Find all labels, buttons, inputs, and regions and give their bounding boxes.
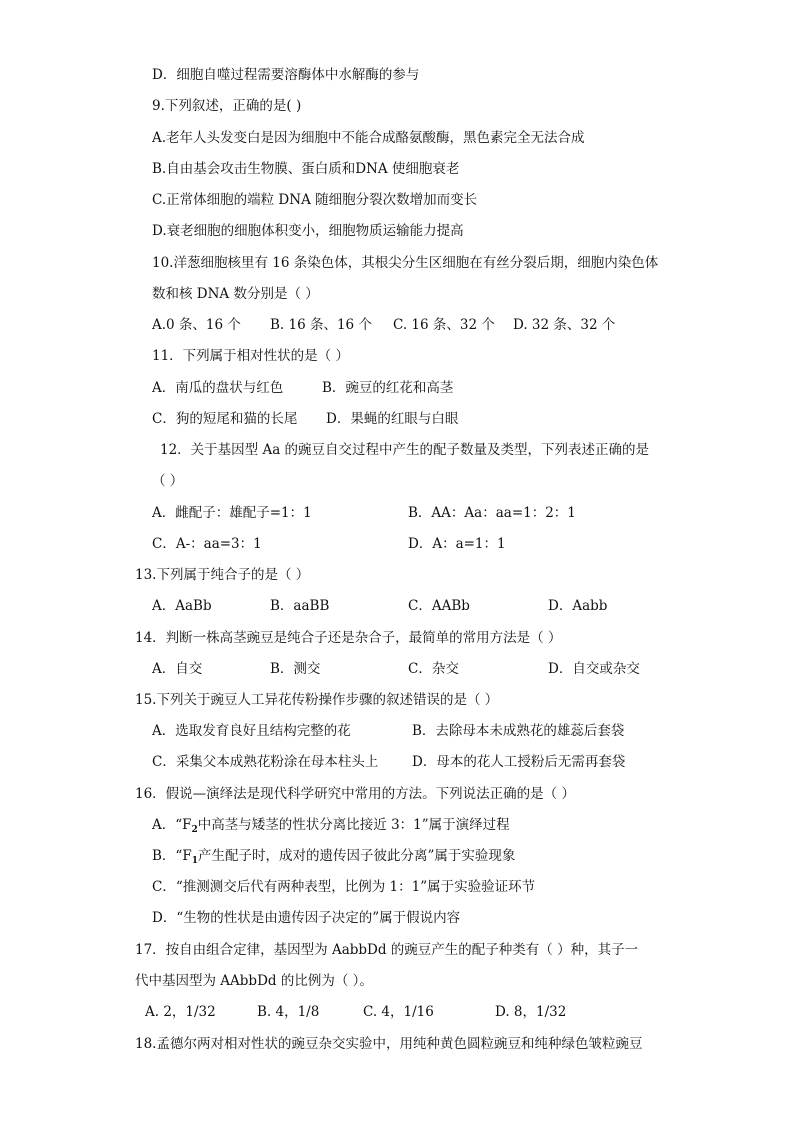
q12-option-c: C．A-：aa=3：1 <box>152 536 262 552</box>
q15-option-a: A．选取发育良好且结构完整的花 <box>152 723 351 739</box>
q12-option-b: B．AA：Aa：aa=1：2：1 <box>408 505 576 521</box>
q10-option-d: D. 32 条、32 个 <box>513 317 616 333</box>
question-12: 12．关于基因型 Aa 的豌豆自交过程中产生的配子数量及类型，下列表述正确的是 <box>160 442 650 458</box>
question-17-cont: 代中基因型为 AAbbDd 的比例为（ ）。 <box>135 973 373 989</box>
q13-option-b: B．aaBB <box>270 598 330 614</box>
q13-option-d: D．Aabb <box>548 598 608 614</box>
q17-option-b: B. 4，1/8 <box>257 1004 320 1020</box>
question-18: 18.孟德尔两对相对性状的豌豆杂交实验中，用纯种黄色圆粒豌豆和纯种绿色皱粒豌豆 <box>135 1036 643 1052</box>
q11-option-d: D．果蝇的红眼与白眼 <box>326 411 459 427</box>
q10-option-c: C. 16 条、32 个 <box>393 317 495 333</box>
q10-option-a: A.0 条、16 个 <box>152 317 241 333</box>
q13-option-a: A．AaBb <box>152 598 212 614</box>
q15-option-d: D．母本的花人工授粉后无需再套袋 <box>412 754 626 770</box>
question-17: 17．按自由组合定律，基因型为 AabbDd 的豌豆产生的配子种类有（ ）种，其子一 <box>135 942 639 958</box>
q11-option-c: C．狗的短尾和猫的长尾 <box>152 411 298 427</box>
q9-option-d: D.衰老细胞的细胞体积变小，细胞物质运输能力提高 <box>152 223 464 239</box>
q15-option-b: B．去除母本未成熟花的雄蕊后套袋 <box>412 723 625 739</box>
q14-option-a: A．自交 <box>152 661 203 677</box>
question-15: 15.下列关于豌豆人工异花传粉操作步骤的叙述错误的是（ ） <box>135 692 499 708</box>
q9-option-b: B.自由基会攻击生物膜、蛋白质和DNA 使细胞衰老 <box>152 161 460 177</box>
q8-option-d: D．细胞自噬过程需要溶酶体中水解酶的参与 <box>152 67 420 83</box>
q12-option-d: D．A：a=1：1 <box>408 536 506 552</box>
question-9: 9.下列叙述，正确的是( ) <box>152 98 302 114</box>
q17-option-d: D. 8，1/32 <box>495 1004 567 1020</box>
q14-option-c: C．杂交 <box>408 661 459 677</box>
q15-option-c: C．采集父本成熟花粉涂在母本柱头上 <box>152 754 379 770</box>
question-12-cont: （ ） <box>152 473 184 489</box>
question-10-cont: 数和核 DNA 数分别是（ ） <box>152 286 319 302</box>
q11-option-a: A．南瓜的盘状与红色 <box>152 380 284 396</box>
q16-option-b: B．“$F_1$产生配子时，成对的遗传因子彼此分离”属于实验现象 <box>152 848 516 866</box>
q12-option-a: A．雌配子：雄配子=1：1 <box>152 505 312 521</box>
q17-option-a: A. 2，1/32 <box>145 1004 216 1020</box>
q17-option-c: C. 4，1/16 <box>363 1004 434 1020</box>
q16-option-c: C．“推测测交后代有两种表型，比例为 1：1”属于实验验证环节 <box>152 879 536 895</box>
question-13: 13.下列属于纯合子的是（ ） <box>135 567 310 583</box>
q11-option-b: B．豌豆的红花和高茎 <box>322 380 454 396</box>
question-10: 10.洋葱细胞核里有 16 条染色体，其根尖分生区细胞在有丝分裂后期，细胞内染色体 <box>152 255 659 271</box>
q14-option-b: B．测交 <box>270 661 321 677</box>
q16-option-a: A．“$F_2$中高茎与矮茎的性状分离比接近 3：1”属于演绎过程 <box>152 817 510 835</box>
question-16: 16．假说—演绎法是现代科学研究中常用的方法。下列说法正确的是（ ） <box>135 786 575 802</box>
q9-option-a: A.老年人头发变白是因为细胞中不能合成酪氨酸酶，黑色素完全无法合成 <box>152 130 585 146</box>
q13-option-c: C．AABb <box>408 598 470 614</box>
question-14: 14．判断一株高茎豌豆是纯合子还是杂合子，最简单的常用方法是（ ） <box>135 630 562 646</box>
q9-option-c: C.正常体细胞的端粒 DNA 随细胞分裂次数增加而变长 <box>152 192 478 208</box>
q10-option-b: B. 16 条、16 个 <box>270 317 372 333</box>
q14-option-d: D．自交或杂交 <box>548 661 640 677</box>
q16-option-d: D．“生物的性状是由遗传因子决定的”属于假说内容 <box>152 910 461 926</box>
question-11: 11．下列属于相对性状的是（ ） <box>152 348 349 364</box>
